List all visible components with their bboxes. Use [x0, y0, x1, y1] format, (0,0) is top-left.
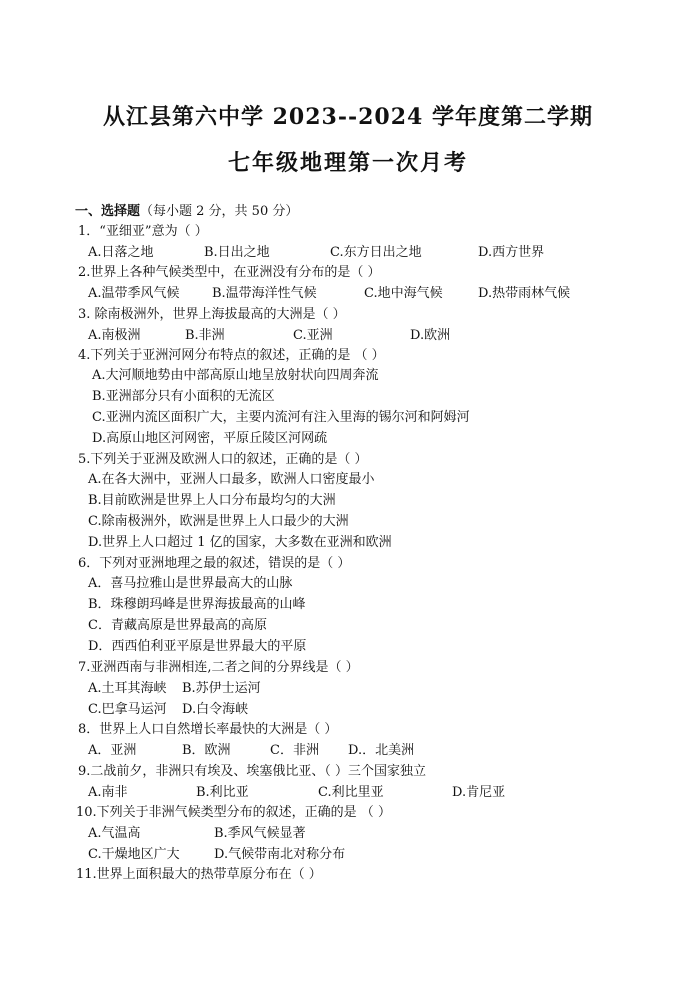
question-option: D.白令海峡: [182, 702, 249, 717]
question-option: D.肯尼亚: [452, 785, 506, 800]
question-stem: 7.亚洲西南与非洲相连,二者之间的分界线是（ ）: [78, 660, 359, 675]
question-option: A.气温高: [88, 826, 141, 841]
question-option: A．喜马拉雅山是世界最高大的山脉: [88, 576, 293, 591]
exam-title-subject: 七年级地理第一次月考: [227, 150, 468, 176]
section-heading: [75, 203, 298, 221]
question-option: B.非洲: [185, 328, 225, 343]
question-option: D.．北美洲: [348, 743, 415, 758]
question-option: D.欧洲: [410, 328, 451, 343]
question-option: C.亚洲: [293, 328, 333, 343]
question-option: C.干燥地区广大: [88, 847, 180, 862]
question-option: D．西西伯利亚平原是世界最大的平原: [88, 639, 307, 654]
question-option: B.亚洲部分只有小面积的无流区: [92, 389, 275, 404]
question-stem: 11.世界上面积最大的热带草原分布在（ ）: [76, 867, 322, 882]
exam-title-school: 从江县第六中学 2023--2024 学年度第二学期: [102, 104, 594, 130]
question-option: D.热带雨林气候: [478, 286, 571, 301]
question-option: A.南非: [88, 785, 128, 800]
question-option: B.苏伊士运河: [182, 681, 261, 696]
section-heading-note: （每小题 2 分，共 50 分）: [140, 204, 299, 219]
section-heading-label: 一、选择题: [75, 204, 141, 219]
question-stem: 5.下列关于亚洲及欧洲人口的叙述，正确的是（ ）: [78, 452, 368, 467]
question-option: B.温带海洋性气候: [212, 286, 317, 301]
question-stem: 4.下列关于亚洲河网分布特点的叙述，正确的是 （ ）: [78, 348, 385, 363]
question-option: A．亚洲: [88, 743, 137, 758]
question-option: A.日落之地: [88, 245, 154, 260]
question-stem: 9.二战前夕，非洲只有埃及、埃塞俄比亚、（ ）三个国家独立: [78, 764, 427, 779]
question-option: D.西方世界: [478, 245, 545, 260]
question-option: A.土耳其海峡: [88, 681, 167, 696]
question-stem: 3. 除南极洲外，世界上海拔最高的大洲是（ ）: [78, 307, 346, 322]
question-option: A.大河顺地势由中部高原山地呈放射状向四周奔流: [92, 368, 379, 383]
question-option: D.气候带南北对称分布: [214, 847, 346, 862]
question-option: C.巴拿马运河: [88, 702, 167, 717]
question-option: D.高原山地区河网密，平原丘陵区河网疏: [92, 431, 328, 446]
question-option: B.目前欧洲是世界上人口分布最均匀的大洲: [88, 493, 336, 508]
question-stem: 6．下列对亚洲地理之最的叙述，错误的是（ ）: [78, 556, 351, 571]
question-option: A.南极洲: [88, 328, 141, 343]
question-option: C.地中海气候: [364, 286, 443, 301]
question-option: B.季风气候显著: [214, 826, 306, 841]
question-stem: 2.世界上各种气候类型中，在亚洲没有分布的是（ ）: [78, 265, 381, 280]
question-option: C．青藏高原是世界最高的高原: [88, 618, 267, 633]
question-option: B．珠穆朗玛峰是世界海拔最高的山峰: [88, 597, 306, 612]
question-option: C.东方日出之地: [330, 245, 422, 260]
question-option: B.利比亚: [196, 785, 249, 800]
question-stem: 10.下列关于非洲气候类型分布的叙述，正确的是 （ ）: [76, 805, 391, 820]
question-option: C.亚洲内流区面积广大，主要内流河有注入里海的锡尔河和阿姆河: [92, 410, 470, 425]
question-option: D.世界上人口超过 1 亿的国家，大多数在亚洲和欧洲: [88, 535, 392, 550]
question-stem: 8．世界上人口自然增长率最快的大洲是（ ）: [78, 722, 338, 737]
question-option: B.日出之地: [204, 245, 270, 260]
question-stem: 1．“亚细亚”意为（ ）: [78, 224, 208, 239]
question-option: C.除南极洲外，欧洲是世界上人口最少的大洲: [88, 514, 349, 529]
question-option: A.温带季风气候: [88, 286, 180, 301]
question-option: C．非洲: [270, 743, 319, 758]
question-option: C.利比里亚: [318, 785, 384, 800]
question-option: B．欧洲: [182, 743, 231, 758]
question-option: A.在各大洲中，亚洲人口最多，欧洲人口密度最小: [88, 472, 375, 487]
